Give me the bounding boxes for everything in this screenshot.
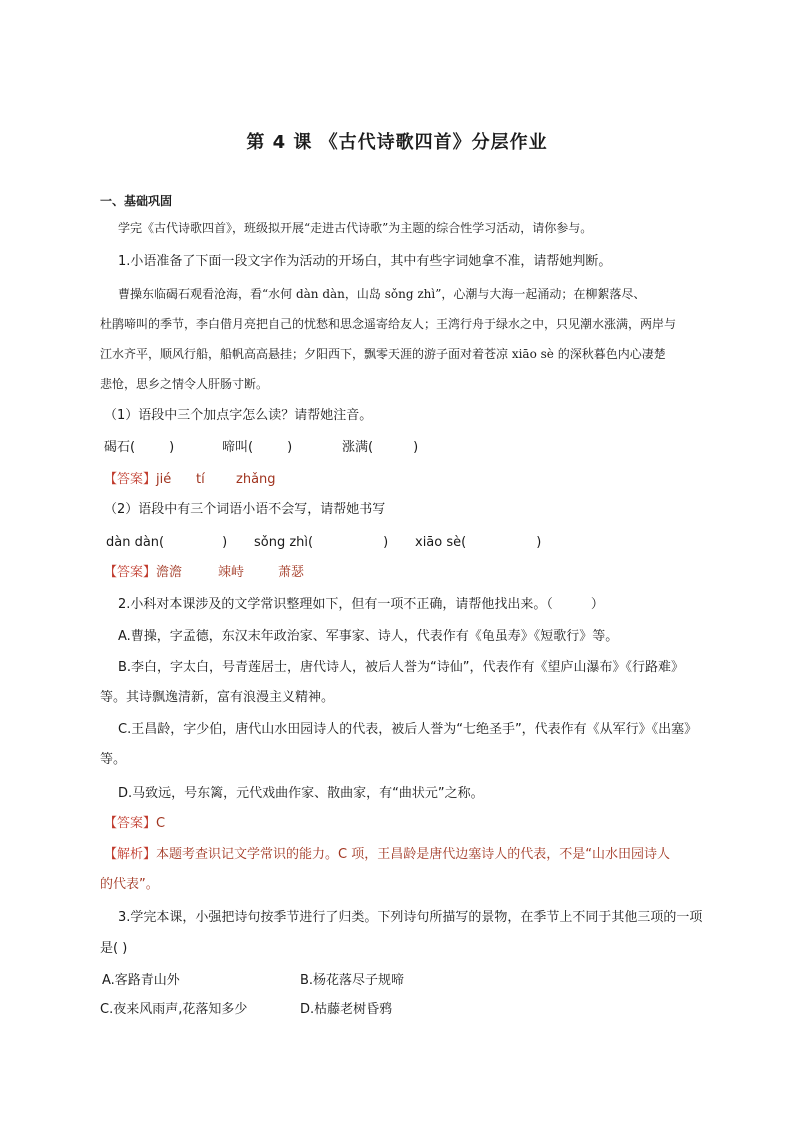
q1-sub1: （1）语段中三个加点字怎么读？请帮她注音。	[104, 408, 373, 423]
option-c-cont: 等。	[100, 752, 127, 767]
q1-stem: 1.小语准备了下面一段文字作为活动的开场白，其中有些字词她拿不准，请帮她判断。	[118, 254, 612, 269]
section-heading: 一、基础巩固	[100, 194, 173, 208]
answer-line	[104, 816, 165, 832]
q3-stem-cont: 是( )	[100, 941, 128, 956]
explanation-text: 本题考查识记文学常识的能力。C 项，王昌龄是唐代边塞诗人的代表，不是“山水田园诗人	[156, 847, 670, 862]
answer-label: 【答案】	[104, 565, 157, 580]
passage-line: 悲怆，思乡之情令人肝肠寸断。	[100, 377, 269, 391]
explanation-line	[104, 847, 670, 863]
answer-line	[104, 472, 171, 488]
answer-value: zhǎng	[236, 472, 276, 487]
passage-line: 杜鹃啼叫的季节，李白借月亮把自己的忧愁和思念遥寄给友人；王湾行舟于绿水之中，只见潮水涨满，两岸与	[100, 317, 677, 331]
explanation-text: 的代表”。	[100, 877, 159, 892]
page-title: 第 4 课 《古代诗歌四首》分层作业	[246, 132, 548, 153]
answer-value: jié	[156, 472, 172, 487]
q2-stem: 2.小科对本课涉及的文学常识整理如下，但有一项不正确，请帮他找出来。（ ）	[118, 597, 604, 612]
pinyin-item: dàn dàn( )	[106, 535, 228, 550]
passage-line: 江水齐平，顺风行船，船帆高高悬挂；夕阳西下，飘零天涯的游子面对着苍凉 xiāo sè 的深秋暮色内心凄楚	[100, 347, 666, 361]
option-b: B.李白，字太白，号青莲居士，唐代诗人，被后人誉为“诗仙”，代表作有《望庐山瀑布》《行路难》	[118, 660, 685, 675]
answer-label: 【答案】	[104, 472, 157, 487]
option-c: C.王昌龄，字少伯，唐代山水田园诗人的代表，被后人誉为“七绝圣手”，代表作有《从军行》《出塞》	[118, 722, 698, 737]
option-d: D.马致远，号东篱，元代戏曲作家、散曲家，有“曲状元”之称。	[118, 786, 484, 801]
answer-value: tí	[196, 472, 205, 487]
answer-value: 澹澹	[156, 565, 183, 580]
answer-line	[104, 565, 182, 581]
pinyin-item: xiāo sè( )	[415, 535, 542, 550]
answer-value: 萧瑟	[278, 565, 305, 580]
intro-text: 学完《古代诗歌四首》，班级拟开展“走进古代诗歌”为主题的综合性学习活动，请你参与。	[118, 221, 593, 235]
option-d: D.枯藤老树昏鸦	[300, 1002, 393, 1017]
pinyin-item: sǒng zhì( )	[254, 535, 389, 550]
pinyin-item: 涨满( )	[342, 440, 419, 455]
pinyin-item: 碣石( )	[104, 440, 175, 455]
pinyin-item: 啼叫( )	[222, 440, 293, 455]
option-b: B.杨花落尽子规啼	[300, 973, 405, 988]
answer-value: C	[156, 816, 166, 831]
explanation-label: 【解析】	[104, 847, 157, 862]
option-c: C.夜来风雨声,花落知多少	[100, 1002, 248, 1017]
answer-label: 【答案】	[104, 816, 157, 831]
option-a: A.曹操，字孟德，东汉末年政治家、军事家、诗人，代表作有《龟虽寿》《短歌行》等。	[118, 629, 619, 644]
option-a: A.客路青山外	[102, 973, 180, 988]
answer-value: 竦峙	[218, 565, 245, 580]
passage-line: 曹操东临碣石观看沧海，看“水何 dàn dàn，山岛 sǒng zhì”，心潮与大海一起涌动；在柳絮落尽、	[118, 287, 646, 301]
q1-sub2: （2）语段中有三个词语小语不会写，请帮她书写	[104, 502, 386, 517]
option-b-cont: 等。其诗飘逸清新，富有浪漫主义精神。	[100, 690, 335, 705]
q3-stem: 3.学完本课，小强把诗句按季节进行了归类。下列诗句所描写的景物，在季节上不同于其他三项的一项	[118, 910, 703, 925]
